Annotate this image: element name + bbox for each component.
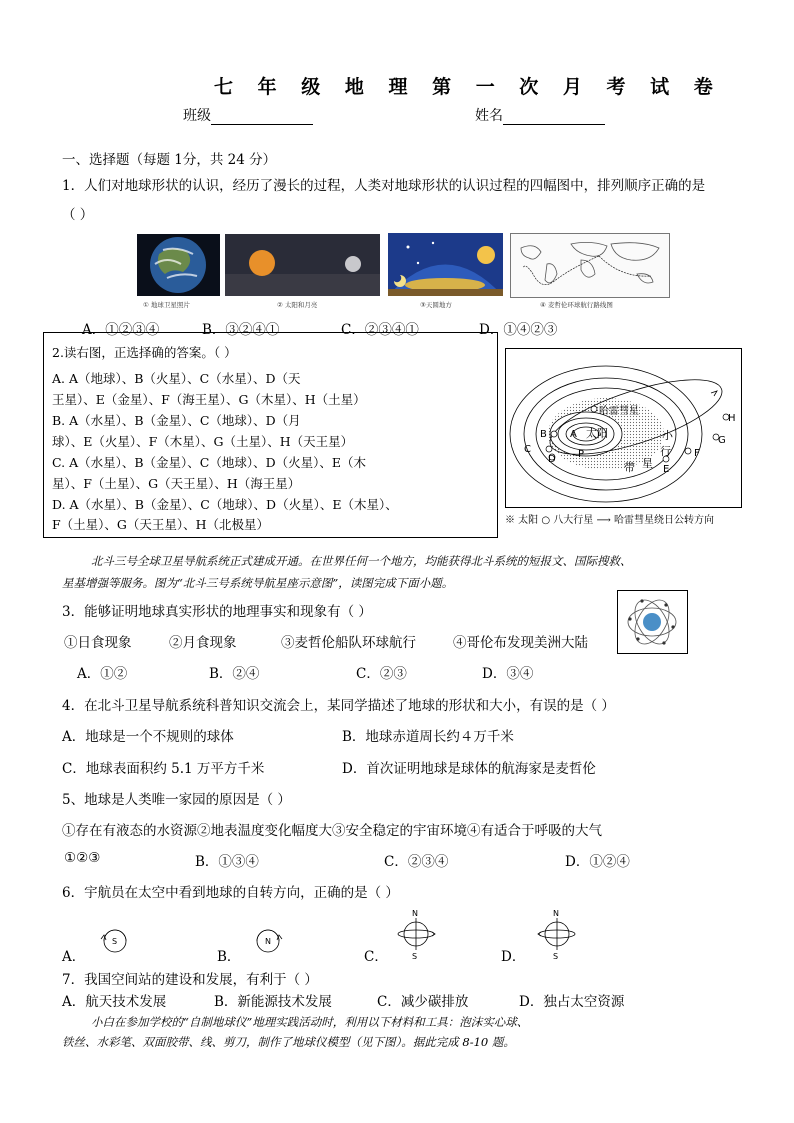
q2-option-d-line2[interactable]: F（土星）、G（天王星）、H（北极星） (52, 517, 270, 532)
q1-option-b[interactable]: B．③②④① (202, 322, 280, 338)
q4-option-c[interactable]: C．地球表面积约 5.1 万平方千米 (62, 761, 265, 777)
q1-option-a[interactable]: A．①②③④ (82, 322, 160, 338)
q2-label-g: G (718, 435, 726, 446)
sun-moon-image (225, 234, 380, 296)
q7-stem: 7．我国空间站的建设和发展，有利于（ ） (62, 972, 318, 988)
q2-sun-label: 太阳 (586, 427, 608, 440)
q2-option-b-line1[interactable]: B. A（水星）、B（金星）、C（地球）、D（月 (52, 413, 301, 428)
q4-stem: 4．在北斗卫星导航系统科普知识交流会上，某同学描述了地球的形状和大小，有误的是（ ） (62, 698, 615, 714)
heaven-earth-image (388, 233, 503, 296)
q7-option-c[interactable]: C．减少碳排放 (377, 994, 469, 1010)
q1-answer-blank: （ ） (62, 207, 94, 223)
q2-option-c-line1[interactable]: C. A（水星）、B（金星）、C（地球）、D（火星）、E（木 (52, 455, 366, 470)
q2-option-a-line2[interactable]: 王星）、E（金星）、F（海王星）、G（木星）、H（土星） (52, 392, 366, 407)
q5-option-b[interactable]: B．①③④ (195, 854, 259, 870)
q7-option-b[interactable]: B．新能源技术发展 (214, 994, 332, 1010)
solar-system-diagram (505, 348, 742, 508)
q2-label-d: D (548, 454, 556, 465)
q1-option-d[interactable]: D．①④②③ (479, 322, 558, 338)
q2-stem: 2.读右图，正选择确的答案。（ ） (52, 345, 237, 360)
q5-option-c[interactable]: C．②③④ (384, 854, 449, 870)
q3-item-1: ①日食现象 (64, 635, 132, 651)
q5-items: ①存在有液态的水资源②地表温度变化幅度大③安全稳定的宇宙环境④有适合于呼吸的大气 (62, 823, 602, 839)
q6-option-a[interactable]: A． (62, 949, 86, 965)
q7-option-d[interactable]: D．独占太空资源 (519, 994, 625, 1010)
beidou-constellation-image (617, 590, 688, 654)
q6-option-c[interactable]: C． (364, 949, 388, 965)
q2-option-c-line2[interactable]: 星）、F（土星）、G（天王星）、H（海王星） (52, 476, 301, 491)
q6-globe-c-icon (393, 908, 439, 964)
q1-stem: 1．人们对地球形状的认识，经历了漫长的过程，人类对地球形状的认识过程的四幅图中，排列顺序正确的是 (62, 178, 706, 194)
q6-globe-d-icon (534, 908, 580, 964)
globe-intro-line2: 铁丝、水彩笔、双面胶带、线、剪刀，制作了地球仪模型（见下图）。据此完成 8-10 题。 (62, 1035, 515, 1049)
q2-label-f: F (694, 448, 700, 459)
q4-option-a[interactable]: A．地球是一个不规则的球体 (62, 729, 234, 745)
q5-stem: 5、地球是人类唯一家园的原因是（ ） (62, 792, 291, 808)
q3-item-2: ②月食现象 (169, 635, 237, 651)
q1-caption-1: ① 地球卫星照片 (143, 301, 190, 309)
q2-label-c: C (524, 444, 531, 455)
q5-option-d[interactable]: D．①②④ (565, 854, 630, 870)
q6-globe-d-letter-top: N (553, 909, 559, 918)
q2-label-e: E (663, 464, 670, 475)
q6-globe-c-letter-bottom: S (412, 952, 418, 960)
q1-option-c[interactable]: C．②③④① (341, 322, 419, 338)
beidou-intro-line2: 星基增强等服务。图为“北斗三号系统导航星座示意图”，读图完成下面小题。 (62, 576, 454, 590)
q2-label-a: A (570, 429, 577, 440)
q4-option-b[interactable]: B．地球赤道周长约４万千米 (342, 729, 514, 745)
q6-globe-a-icon (95, 925, 135, 961)
q2-belt-3: 带 (624, 461, 635, 474)
q5-option-a[interactable]: ①②③ (64, 850, 101, 866)
q6-globe-b-icon (248, 925, 288, 961)
name-field[interactable] (475, 105, 605, 125)
q2-belt-4: 星 (642, 457, 653, 470)
q1-caption-3: ③天圆地方 (420, 301, 452, 309)
section-heading: 一、选择题（每题 1分，共 24 分） (62, 152, 277, 168)
q6-globe-c-letter-top: N (412, 909, 418, 918)
q2-belt-2: 行 (660, 445, 671, 458)
magellan-route-image (510, 233, 670, 298)
earth-photo-image (137, 234, 220, 296)
name-label: 姓名 (475, 108, 503, 124)
q2-option-a-line1[interactable]: A. A（地球）、B（火星）、C（水星）、D（天 (52, 371, 301, 386)
q6-option-b[interactable]: B． (217, 949, 241, 965)
q1-caption-2: ② 太阳和月亮 (277, 301, 318, 309)
q2-comet-label: 哈雷彗星 (599, 406, 639, 417)
q4-option-d[interactable]: D．首次证明地球是球体的航海家是麦哲伦 (342, 761, 596, 777)
q3-option-a[interactable]: A．①② (77, 666, 128, 682)
q2-belt-1: 小 (662, 429, 673, 442)
globe-intro-line1: 小白在参加学校的“自制地球仪”地理实践活动时，利用以下材料和工具：泡沫实心球、 (91, 1015, 529, 1029)
q3-option-d[interactable]: D．③④ (482, 666, 534, 682)
q2-option-d-line1[interactable]: D. A（水星）、B（金星）、C（地球）、D（火星）、E（木星）、 (52, 497, 398, 512)
class-blank[interactable] (211, 110, 313, 125)
class-label: 班级 (183, 108, 211, 124)
q2-label-h: H (728, 413, 736, 424)
q6-globe-a-letter: S (112, 937, 118, 946)
q3-item-3: ③麦哲伦船队环球航行 (281, 635, 416, 651)
q2-diagram-legend: ※ 太阳 ○ 八大行星 ⟶ 哈雷彗星绕日公转方向 (505, 515, 714, 526)
q7-option-a[interactable]: A．航天技术发展 (62, 994, 167, 1010)
q2-label-b: B (540, 429, 547, 440)
class-field[interactable] (183, 105, 313, 125)
name-blank[interactable] (503, 110, 605, 125)
beidou-intro-line1: 北斗三号全球卫星导航系统正式建成开通。在世界任何一个地方，均能获得北斗系统的短报文、国际搜救、 (91, 554, 632, 568)
q3-option-b[interactable]: B．②④ (209, 666, 260, 682)
q2-option-b-line2[interactable]: 球）、E（火星）、F（木星）、G（土星）、H（天王星） (52, 434, 354, 449)
q3-stem: 3．能够证明地球真实形状的地理事实和现象有（ ） (62, 604, 372, 620)
q6-globe-b-letter: N (265, 937, 271, 946)
q3-item-4: ④哥伦布发现美洲大陆 (453, 635, 588, 651)
q2-label-p: P (578, 449, 585, 460)
q6-globe-d-letter-bottom: S (553, 952, 559, 960)
q6-option-d[interactable]: D． (501, 949, 526, 965)
q3-option-c[interactable]: C．②③ (356, 666, 407, 682)
q6-stem: 6．宇航员在太空中看到地球的自转方向，正确的是（ ） (62, 885, 399, 901)
page-title: 七 年 级 地 理 第 一 次 月 考 试 卷 (214, 76, 722, 98)
q1-caption-4: ④ 麦哲伦环球航行路线图 (540, 301, 613, 309)
